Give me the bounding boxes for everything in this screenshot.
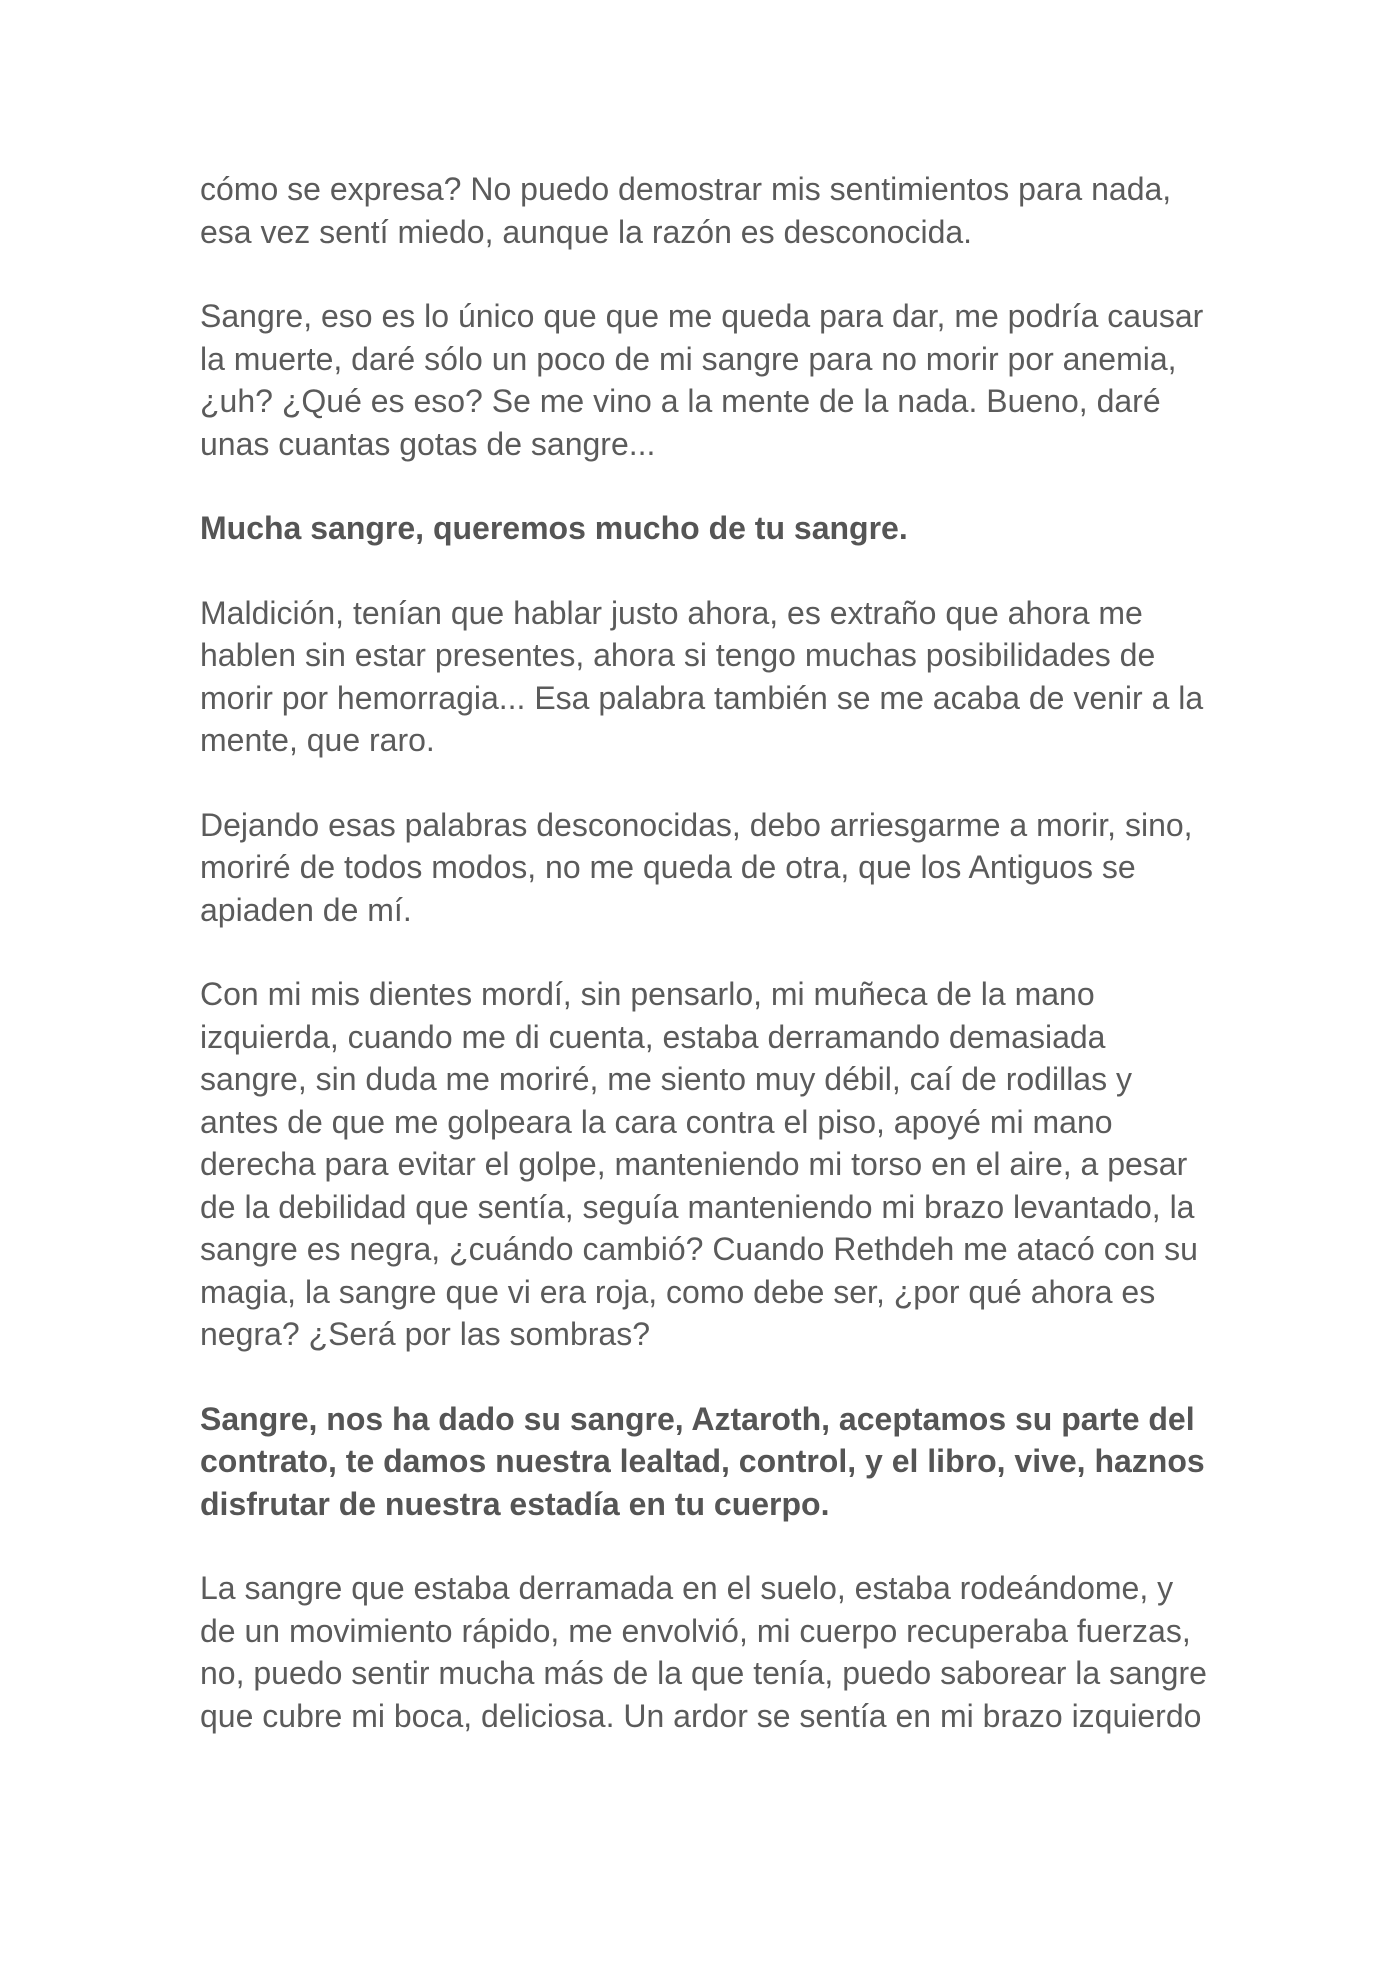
text-line: antes de que me golpeara la cara contra el piso, apoyé mi mano: [200, 1103, 1113, 1140]
paragraph-7-bold: [200, 1398, 1210, 1526]
text-line: magia, la sangre que vi era roja, como debe ser, ¿por qué ahora es: [200, 1273, 1156, 1310]
text-line: Mucha sangre, queremos mucho de tu sangre.: [200, 510, 908, 546]
text-line: apiaden de mí.: [200, 891, 412, 928]
text-line: Sangre, eso es lo único que que me queda para dar, me podría causar: [200, 298, 1204, 334]
text-line: la muerte, daré sólo un poco de mi sangre para no morir por anemia,: [200, 340, 1177, 377]
text-line: Sangre, nos ha dado su sangre, Aztaroth, aceptamos su parte del: [200, 1400, 1195, 1437]
text-line: ¿uh? ¿Qué es eso? Se me vino a la mente de la nada. Bueno, daré: [200, 383, 1161, 419]
text-line: que cubre mi boca, deliciosa. Un ardor se sentía en mi brazo izquierdo: [200, 1697, 1202, 1734]
paragraph-2: [200, 295, 1210, 465]
text-line: sangre, sin duda me moriré, me siento muy débil, caí de rodillas y: [200, 1061, 1132, 1097]
text-line: derecha para evitar el golpe, manteniendo mi torso en el aire, a pesar: [200, 1146, 1188, 1182]
text-line: morir por hemorragia... Esa palabra también se me acaba de venir a la: [200, 679, 1204, 716]
paragraph-3-bold: [200, 507, 1210, 550]
text-line: cómo se expresa? No puedo demostrar mis sentimientos para nada,: [200, 171, 1172, 207]
text-line: de un movimiento rápido, me envolvió, mi cuerpo recuperaba fuerzas,: [200, 1612, 1191, 1649]
document-page: [200, 168, 1210, 1779]
paragraph-4: [200, 592, 1210, 762]
text-line: esa vez sentí miedo, aunque la razón es desconocida.: [200, 213, 973, 250]
text-line: no, puedo sentir mucha más de la que tenía, puedo saborear la sangre: [200, 1655, 1207, 1691]
paragraph-8: [200, 1567, 1210, 1737]
text-line: hablen sin estar presentes, ahora si tengo muchas posibilidades de: [200, 637, 1156, 673]
paragraph-5: [200, 804, 1210, 932]
text-line: contrato, te damos nuestra lealtad, control, y el libro, vive, haznos: [200, 1443, 1205, 1479]
text-line: Maldición, tenían que hablar justo ahora, es extraño que ahora me: [200, 594, 1143, 631]
text-line: mente, que raro.: [200, 722, 435, 758]
text-line: sangre es negra, ¿cuándo cambió? Cuando Rethdeh me atacó con su: [200, 1231, 1198, 1267]
paragraph-6: [200, 973, 1210, 1356]
text-line: disfrutar de nuestra estadía en tu cuerpo.: [200, 1485, 830, 1522]
text-line: de la debilidad que sentía, seguía manteniendo mi brazo levantado, la: [200, 1188, 1195, 1225]
paragraph-1: [200, 168, 1210, 253]
text-line: Con mi mis dientes mordí, sin pensarlo, mi muñeca de la mano: [200, 976, 1095, 1012]
text-line: negra? ¿Será por las sombras?: [200, 1316, 650, 1352]
text-line: La sangre que estaba derramada en el suelo, estaba rodeándome, y: [200, 1570, 1174, 1606]
text-line: izquierda, cuando me di cuenta, estaba derramando demasiada: [200, 1018, 1106, 1055]
text-line: Dejando esas palabras desconocidas, debo arriesgarme a morir, sino,: [200, 806, 1193, 843]
text-line: unas cuantas gotas de sangre...: [200, 425, 656, 462]
text-line: moriré de todos modos, no me queda de otra, que los Antiguos se: [200, 849, 1136, 885]
